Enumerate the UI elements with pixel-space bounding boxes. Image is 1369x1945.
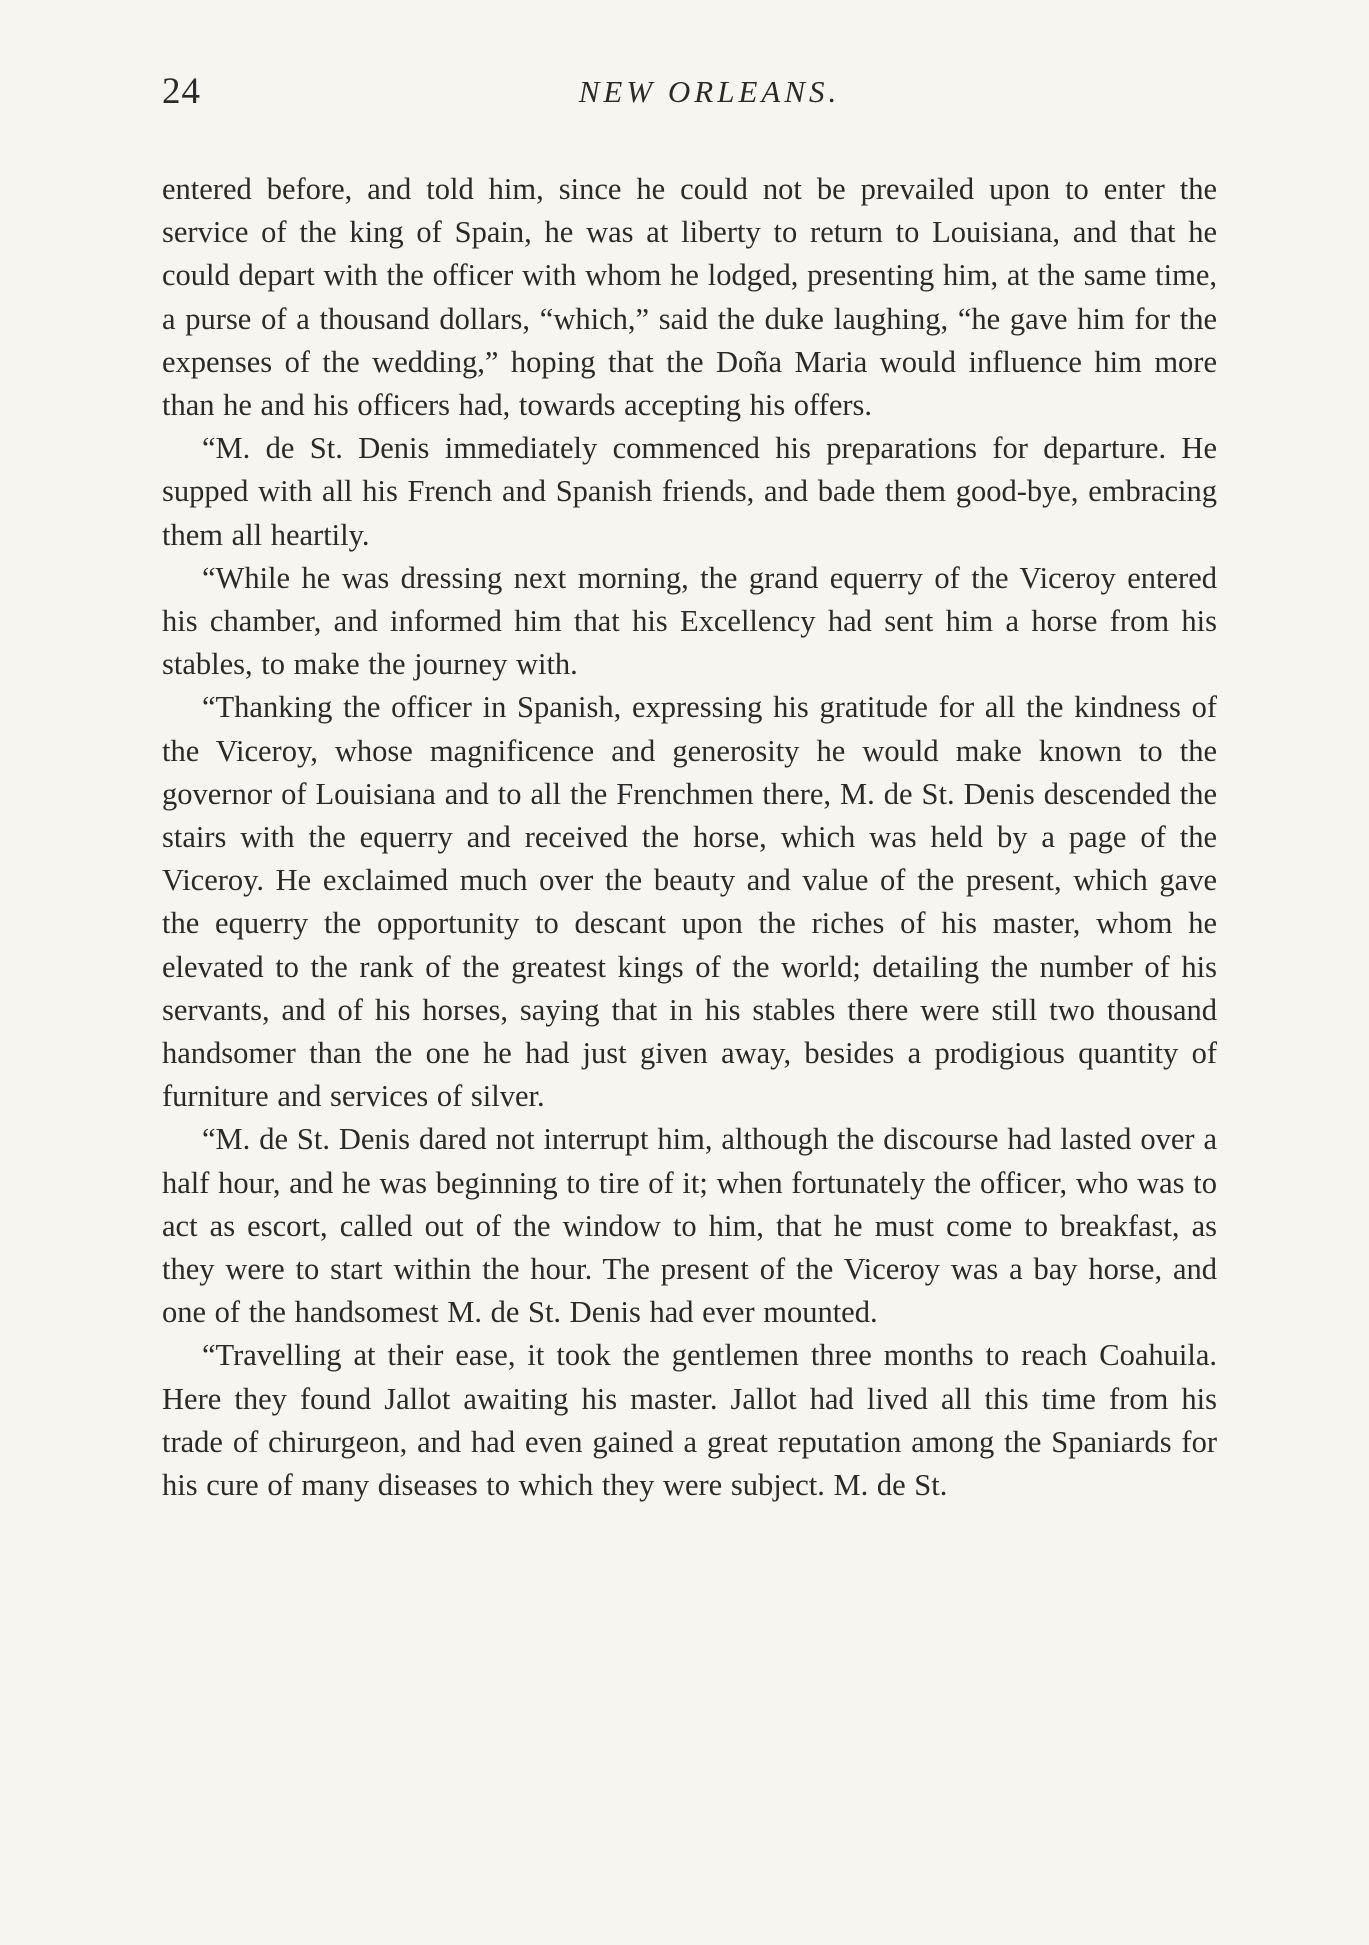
running-title: NEW ORLEANS. bbox=[578, 74, 841, 109]
paragraph: “Travelling at their ease, it took the gentlemen three months to reach Coahuila. Here they found Jallot awaiting his master. Jallot had lived all this time from his trade of chirurgeon, and had even gained a great reputation among the Spaniards for his cure of many diseases to which they were subject. M. de St. bbox=[162, 1338, 1217, 1503]
paragraph: “M. de St. Denis immediately commenced his preparations for departure. He supped with all his French and Spanish friends, and bade them good-bye, embracing them all heartily. bbox=[162, 431, 1217, 552]
paragraph: “While he was dressing next morning, the grand equerry of the Viceroy entered his chamber, and informed him that his Excellency had sent him a horse from his stables, to make the journey with. bbox=[162, 560, 1217, 682]
running-head bbox=[162, 70, 1217, 120]
paragraph: “M. de St. Denis dared not interrupt him, although the discourse had lasted over a half hour, and he was beginning to tire of it; when fortunately the officer, who was to act as escort, called out of the window to him, that he must come to breakfast, as they were to start within the hour. The present of the Viceroy was a bay horse, and one of the handsomest M. de St. Denis had ever mounted. bbox=[162, 1122, 1217, 1330]
paragraph: “Thanking the officer in Spanish, expressing his gratitude for all the kindness of the Viceroy, whose magnificence and generosity he would make known to the governor of Louisiana and to all the Frenchmen there, M. de St. Denis descended the stairs with the equerry and received the horse, which was held by a page of the Viceroy. He exclaimed much over the beauty and value of the present, which gave the equerry the opportunity to descant upon the riches of his master, whom he elevated to the rank of the greatest kings of the world; detailing the number of his servants, and of his horses, saying that in his stables there were still two thousand handsomer than the one he had just given away, besides a prodigious quantity of furniture and services of silver. bbox=[162, 690, 1217, 1114]
book-page bbox=[162, 70, 1217, 1910]
body-text bbox=[162, 168, 1217, 1507]
paragraph: entered before, and told him, since he could not be prevailed upon to enter the service of the king of Spain, he was at liberty to return to Louisiana, and that he could depart with the officer with whom he lodged, presenting him, at the same time, a purse of a thousand dollars, “which,” said the duke laughing, “he gave him for the expenses of the wedding,” hoping that the Doña Maria would influence him more than he and his officers had, towards accepting his offers. bbox=[162, 172, 1217, 423]
page-number: 24 bbox=[162, 71, 201, 112]
